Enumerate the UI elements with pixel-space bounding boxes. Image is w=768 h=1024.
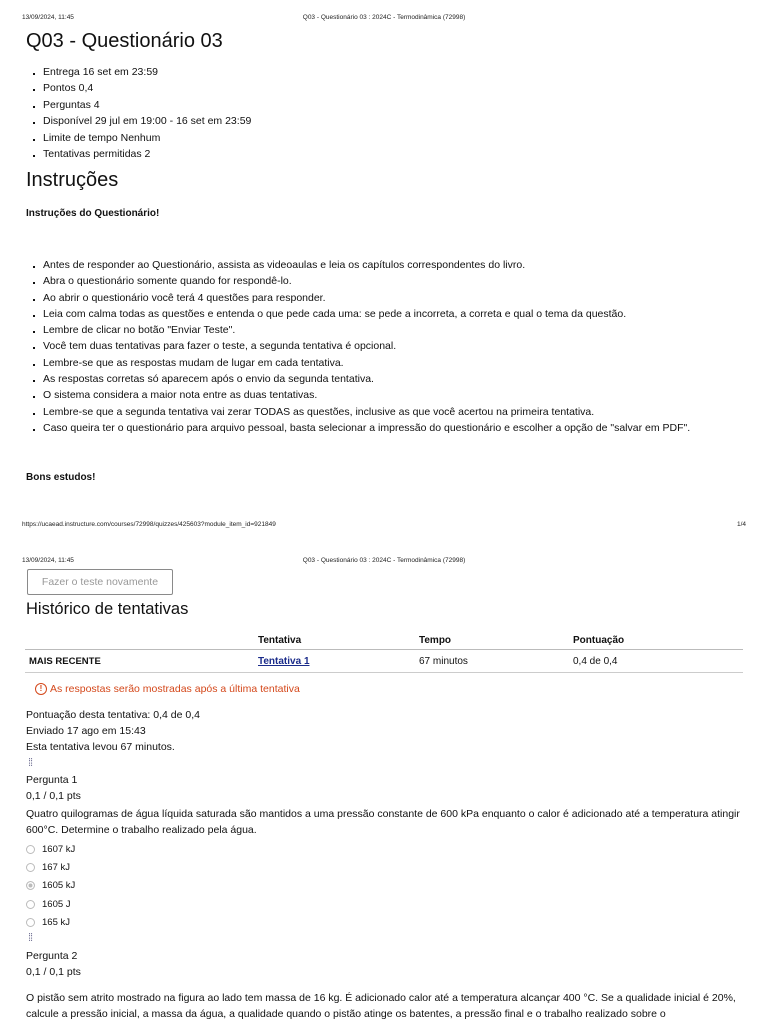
question-label: Pergunta 1 xyxy=(26,774,78,786)
radio-icon[interactable] xyxy=(26,900,35,909)
most-recent-label: MAIS RECENTE xyxy=(25,650,254,673)
instructions-title: Instruções do Questionário! xyxy=(26,208,160,219)
question-points: 0,1 / 0,1 pts xyxy=(26,790,81,802)
meta-available: ▪ Disponível 29 jul em 19:00 - 16 set em 23:59 xyxy=(43,113,743,129)
column-header-time: Tempo xyxy=(415,631,569,650)
print-header xyxy=(0,14,768,26)
instruction-item: ▪ Caso queira ter o questionário para arquivo pessoal, basta selecionar a impressão do questionário e escolher a opção de "salvar em PDF". xyxy=(43,420,768,436)
print-datetime: 13/09/2024, 11:45 xyxy=(22,557,74,564)
column-header-attempt: Tentativa xyxy=(254,631,415,650)
question-label: Pergunta 2 xyxy=(26,950,78,962)
duration-line: Esta tentativa levou 67 minutos. xyxy=(26,741,175,753)
retake-quiz-button[interactable]: Fazer o teste novamente xyxy=(27,569,173,595)
radio-icon[interactable] xyxy=(26,918,35,927)
radio-icon[interactable] xyxy=(26,863,35,872)
meta-questions: ▪ Perguntas 4 xyxy=(43,97,743,113)
instruction-item: ▪ Abra o questionário somente quando for respondê-lo. xyxy=(43,273,768,289)
attempt-time: 67 minutos xyxy=(415,650,569,673)
column-header-score: Pontuação xyxy=(569,631,743,650)
instructions-list xyxy=(26,257,768,436)
table-row xyxy=(25,650,743,673)
answer-option[interactable]: 165 kJ xyxy=(26,914,75,932)
meta-points: ▪ Pontos 0,4 xyxy=(43,80,743,96)
answer-options xyxy=(26,840,75,932)
print-datetime: 13/09/2024, 11:45 xyxy=(22,14,74,21)
answer-option[interactable]: 1605 J xyxy=(26,895,75,913)
instruction-item: ▪ Leia com calma todas as questões e entenda o que pede cada uma: se pede a incorreta, a correta e qual o tema da questão. xyxy=(43,306,768,322)
quiz-meta-list xyxy=(26,64,743,162)
column-header xyxy=(25,631,254,650)
instruction-item: ▪ As respostas corretas só aparecem após o envio da segunda tentativa. xyxy=(43,371,768,387)
meta-time-limit: ▪ Limite de tempo Nenhum xyxy=(43,130,743,146)
question-points: 0,1 / 0,1 pts xyxy=(26,966,81,978)
print-doc-title: Q03 - Questionário 03 : 2024C - Termodinâmica (72998) xyxy=(302,557,466,564)
instruction-item: ▪ Lembre de clicar no botão "Enviar Teste". xyxy=(43,322,768,338)
drag-handle-icon[interactable]: ⁞⁞ xyxy=(28,757,33,769)
table-header-row xyxy=(25,631,743,650)
radio-icon[interactable] xyxy=(26,845,35,854)
warning-text: As respostas serão mostradas após a última tentativa xyxy=(50,683,300,695)
attempt-score: 0,4 de 0,4 xyxy=(569,650,743,673)
instructions-heading: Instruções xyxy=(26,169,119,191)
attempt-link[interactable]: Tentativa 1 xyxy=(258,655,310,667)
question-text: Quatro quilogramas de água líquida saturada são mantidos a uma pressão constante de 600 kPa enquanto o calor é adicionado até a temperatura atingir 600°C. Determine o trabalho realizado pela água. xyxy=(26,808,740,837)
answers-warning xyxy=(35,683,300,695)
print-header xyxy=(0,557,768,569)
print-page-number: 1/4 xyxy=(736,521,746,528)
instruction-item: ▪ O sistema considera a maior nota entre as duas tentativas. xyxy=(43,387,768,403)
print-doc-title: Q03 - Questionário 03 : 2024C - Termodinâmica (72998) xyxy=(302,14,466,21)
warning-icon: ! xyxy=(35,683,47,695)
meta-attempts: ▪ Tentativas permitidas 2 xyxy=(43,146,743,162)
radio-selected-icon[interactable] xyxy=(26,881,35,890)
attempt-history-title: Histórico de tentativas xyxy=(26,600,189,618)
closing-text: Bons estudos! xyxy=(26,472,96,483)
meta-due: ▪ Entrega 16 set em 23:59 xyxy=(43,64,743,80)
attempt-score-line: Pontuação desta tentativa: 0,4 de 0,4 xyxy=(26,709,200,721)
attempt-history-table xyxy=(25,631,743,673)
print-url: https://ucaead.instructure.com/courses/72998/quizzes/425603?module_item_id=921849 xyxy=(22,521,276,528)
quiz-title: Q03 - Questionário 03 xyxy=(26,30,223,52)
answer-option-selected[interactable]: 1605 kJ xyxy=(26,877,75,895)
answer-option[interactable]: 167 kJ xyxy=(26,858,75,876)
drag-handle-icon[interactable]: ⁞⁞ xyxy=(28,932,33,944)
instruction-item: ▪ Você tem duas tentativas para fazer o teste, a segunda tentativa é opcional. xyxy=(43,338,768,354)
instruction-item: ▪ Lembre-se que as respostas mudam de lugar em cada tentativa. xyxy=(43,355,768,371)
instruction-item: ▪ Lembre-se que a segunda tentativa vai zerar TODAS as questões, inclusive as que você acertou na primeira tentativa. xyxy=(43,404,768,420)
submitted-line: Enviado 17 ago em 15:43 xyxy=(26,725,146,737)
question-text: O pistão sem atrito mostrado na figura ao lado tem massa de 16 kg. É adicionado calor até a temperatura alcançar 400 °C. Se a qualidade inicial é 20%, calcule a pressão inicial, a massa da água, a qualidade quando o pistão atinge os batentes, a pressão final e o trabalho realizado sobre o xyxy=(26,992,736,1021)
instruction-item: ▪ Ao abrir o questionário você terá 4 questões para responder. xyxy=(43,290,768,306)
answer-option[interactable]: 1607 kJ xyxy=(26,840,75,858)
instruction-item: ▪ Antes de responder ao Questionário, assista as videoaulas e leia os capítulos correspondentes do livro. xyxy=(43,257,768,273)
